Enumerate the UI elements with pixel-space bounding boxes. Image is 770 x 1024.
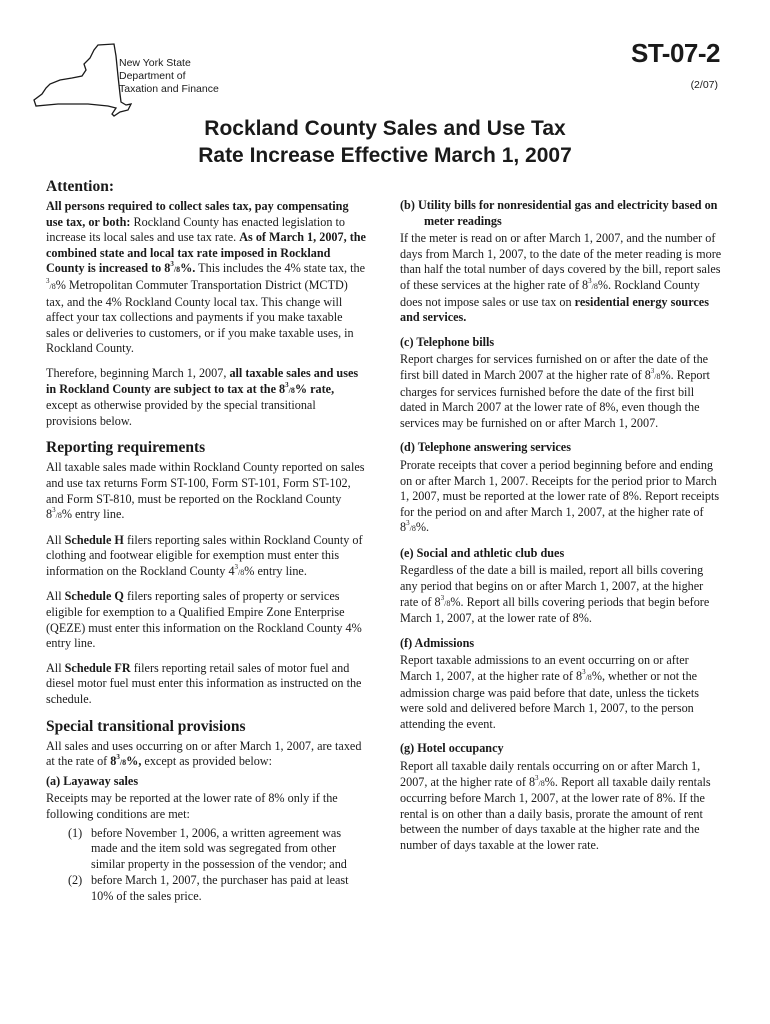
form-date: (2/07) bbox=[690, 79, 718, 91]
g-text1: Report all taxable daily rentals occurring on or after March 1, 2007, at the higher rate of 8 bbox=[400, 759, 701, 789]
p1-bold3: %. bbox=[180, 261, 196, 276]
p1-text3: % Metropolitan Commuter Transportation District (MCTD) tax, and the 4% Rockland County local tax. This change will affect your tax collections and payments if you make taxable sales or deliveries to customers, or if you make taxable uses, in Rockland County. bbox=[46, 277, 354, 356]
f-frac-num: 3 bbox=[582, 668, 586, 677]
page-title bbox=[0, 115, 770, 169]
s1-frac-num: 3 bbox=[116, 753, 120, 762]
e-text1: Regardless of the date a bill is mailed, report all bills covering any period that begins on or after March 1, 2007, at the higher rate of 8 bbox=[400, 563, 704, 609]
s1-text2: except as provided below: bbox=[141, 754, 272, 769]
r1-frac-num: 3 bbox=[52, 506, 56, 515]
r3-text1: All bbox=[46, 589, 65, 604]
condition-1-label: (1) bbox=[68, 825, 83, 840]
d-frac-den: /8 bbox=[409, 524, 416, 534]
reporting-paragraph-1 bbox=[46, 460, 366, 523]
g-frac-num: 3 bbox=[535, 773, 539, 782]
e-text2: %. Report all bills covering periods that begin before March 1, 2007, at the lower rate of 8%. bbox=[400, 594, 710, 626]
hotel-occupancy-paragraph bbox=[400, 759, 722, 854]
b-frac-den: /8 bbox=[591, 281, 598, 291]
s1-bold: 8 bbox=[110, 754, 117, 769]
b-text1: If the meter is read on or after March 1, 2007, and the number of days from March 1, 2007, to the date of the meter reading is more than half the total number of days covered by the bill, report sales of these services at the higher rate of 8 bbox=[400, 231, 722, 292]
right-column bbox=[400, 198, 722, 863]
g-text2: %. Report all taxable daily rentals occurring before March 1, 2007, at the lower rate of 8%. If the rental is on other than a daily basis, prorate the amount of rent between the number of days taxable at the higher rate and the number of days taxable at the lower rate. bbox=[400, 774, 711, 852]
reporting-paragraph-4 bbox=[46, 661, 366, 708]
condition-2-text: before March 1, 2007, the purchaser has paid at least 10% of the sales price. bbox=[91, 873, 349, 903]
p2-bold2: % rate, bbox=[294, 381, 335, 396]
p2-frac-den: /8 bbox=[288, 385, 295, 395]
d-frac-num: 3 bbox=[406, 519, 410, 528]
layaway-condition-1 bbox=[68, 826, 366, 873]
b-frac-num: 3 bbox=[588, 276, 592, 285]
hotel-occupancy-heading: (g) Hotel occupancy bbox=[400, 741, 504, 756]
p1-frac2-den: /8 bbox=[49, 281, 56, 291]
p1-frac-den: /8 bbox=[173, 265, 181, 275]
attention-heading: Attention: bbox=[46, 178, 115, 195]
department-name bbox=[119, 57, 219, 96]
club-dues-paragraph bbox=[400, 563, 722, 626]
p2-bold: all taxable sales and uses in Rockland County are subject to tax at the 8 bbox=[46, 365, 359, 396]
f-text2: %, whether or not the admission charge was paid before that date, unless the tickets were sold and delivered before March 1, 2007, to the person attending the event. bbox=[400, 669, 699, 731]
e-frac-den: /8 bbox=[444, 598, 451, 608]
r4-text1: All bbox=[46, 660, 65, 675]
layaway-heading: (a) Layaway sales bbox=[46, 773, 139, 788]
utility-bills-paragraph bbox=[400, 231, 722, 326]
p2-text1: Therefore, beginning March 1, 2007, bbox=[46, 365, 230, 380]
answering-services-heading: (d) Telephone answering services bbox=[400, 440, 571, 455]
p1-bold2: As of March 1, 2007, the combined state and local tax rate imposed in Rockland County is increased to 8 bbox=[46, 230, 366, 276]
r1-text1: All taxable sales made within Rockland County reported on sales and use tax returns Form ST-100, Form ST-101, Form ST-102, and Form ST-810, must be reported on the Rockland County 8 bbox=[46, 460, 365, 522]
c-frac-num: 3 bbox=[650, 366, 655, 375]
title-line-1: Rockland County Sales and Use Tax bbox=[204, 117, 566, 140]
s1-frac-den: /8 bbox=[119, 758, 127, 768]
admissions-paragraph bbox=[400, 653, 722, 732]
p1-text1: Rockland County has enacted legislation to increase its local sales and use tax rate. bbox=[46, 214, 346, 245]
s1-bold2: %, bbox=[126, 754, 142, 769]
reporting-requirements-heading: Reporting requirements bbox=[46, 439, 206, 457]
condition-2-label: (2) bbox=[68, 873, 83, 888]
b-text2: %. Rockland County does not impose sales or use tax on bbox=[400, 277, 700, 309]
r1-text2: % entry line. bbox=[61, 507, 125, 522]
form-number: ST-07-2 bbox=[631, 38, 720, 68]
p1-text2: This includes the 4% state tax, the bbox=[195, 261, 366, 276]
dept-line-2: Department of bbox=[119, 70, 186, 82]
left-column bbox=[46, 177, 366, 906]
c-frac-den: /8 bbox=[654, 371, 661, 381]
layaway-paragraph: Receipts may be reported at the lower rate of 8% only if the following conditions are met: bbox=[46, 791, 338, 821]
r3-text2: filers reporting sales of property or services eligible for exemption to a Qualified Empire Zone Enterprise (QEZE) must enter this information on the Rockland County 4% entry line. bbox=[46, 589, 362, 651]
answering-services-paragraph bbox=[400, 458, 722, 537]
g-frac-den: /8 bbox=[538, 778, 545, 788]
club-dues-heading: (e) Social and athletic club dues bbox=[400, 545, 565, 560]
utility-bills-heading: (b) Utility bills for nonresidential gas and electricity based on meter readings bbox=[400, 198, 718, 228]
r1-frac-den: /8 bbox=[55, 511, 62, 521]
attention-paragraph bbox=[46, 199, 366, 357]
s1-text1: All sales and uses occurring on or after March 1, 2007, are taxed at the rate of bbox=[46, 738, 362, 769]
admissions-heading: (f) Admissions bbox=[400, 635, 475, 650]
r2-frac-num: 3 bbox=[234, 562, 239, 571]
d-text1: Prorate receipts that cover a period beginning before and ending on or after March 1, 2007. Receipts for the period prior to March 1, 2007, must be reported at the lower rate of 8%. Report receipts for the period on and after March 1, 2007, at the higher rate of 8 bbox=[400, 457, 720, 535]
r2-bold: Schedule H bbox=[64, 532, 124, 547]
p2-frac-num: 3 bbox=[285, 380, 289, 389]
e-frac-num: 3 bbox=[440, 593, 445, 602]
f-text1: Report taxable admissions to an event occurring on or after March 1, 2007, at the higher rate of 8 bbox=[400, 653, 689, 684]
telephone-bills-heading: (c) Telephone bills bbox=[400, 334, 495, 349]
dept-line-3: Taxation and Finance bbox=[119, 83, 219, 95]
r4-bold: Schedule FR bbox=[64, 660, 131, 675]
title-line-2: Rate Increase Effective March 1, 2007 bbox=[198, 144, 572, 167]
p2-text2: except as otherwise provided by the special transitional provisions below. bbox=[46, 398, 316, 428]
telephone-bills-paragraph bbox=[400, 352, 722, 431]
layaway-condition-2 bbox=[68, 873, 366, 904]
special-paragraph bbox=[46, 739, 366, 771]
reporting-paragraph-2 bbox=[46, 533, 366, 581]
r2-text2: filers reporting sales within Rockland County of clothing and footwear eligible for exemption must enter this information on the Rockland County 4 bbox=[46, 532, 363, 578]
c-text2: %. Report charges for services furnished before the date of the first bill dated in March 2007 at the lower rate of 8%, even though the services may be furnished on or after March 1, 2007. bbox=[400, 367, 710, 430]
special-provisions-heading: Special transitional provisions bbox=[46, 717, 246, 735]
r3-bold: Schedule Q bbox=[64, 589, 124, 604]
reporting-paragraph-3 bbox=[46, 589, 366, 651]
r2-frac-den: /8 bbox=[238, 567, 245, 577]
p1-frac-num: 3 bbox=[170, 260, 174, 269]
condition-1-text: before November 1, 2006, a written agreement was made and the item sold was segregated from other similar property in the possession of the vendor; and bbox=[91, 825, 347, 871]
r4-text2: filers reporting retail sales of motor fuel and diesel motor fuel must enter this information as instructed on the schedule. bbox=[46, 660, 362, 707]
p1-frac2-num: 3 bbox=[46, 276, 50, 285]
document-header bbox=[0, 0, 770, 120]
r2-text1: All bbox=[46, 532, 65, 547]
therefore-paragraph bbox=[46, 366, 366, 429]
d-text2: %. bbox=[415, 520, 430, 535]
f-frac-den: /8 bbox=[585, 673, 592, 683]
dept-line-1: New York State bbox=[119, 57, 191, 69]
r2-text3: % entry line. bbox=[244, 563, 307, 578]
b-bold: residential energy sources and services. bbox=[400, 294, 709, 325]
p1-bold: All persons required to collect sales tax, pay compensating use tax, or both: bbox=[46, 199, 349, 229]
c-text1: Report charges for services furnished on or after the date of the first bill dated in March 2007 at the higher rate of 8 bbox=[400, 352, 709, 382]
